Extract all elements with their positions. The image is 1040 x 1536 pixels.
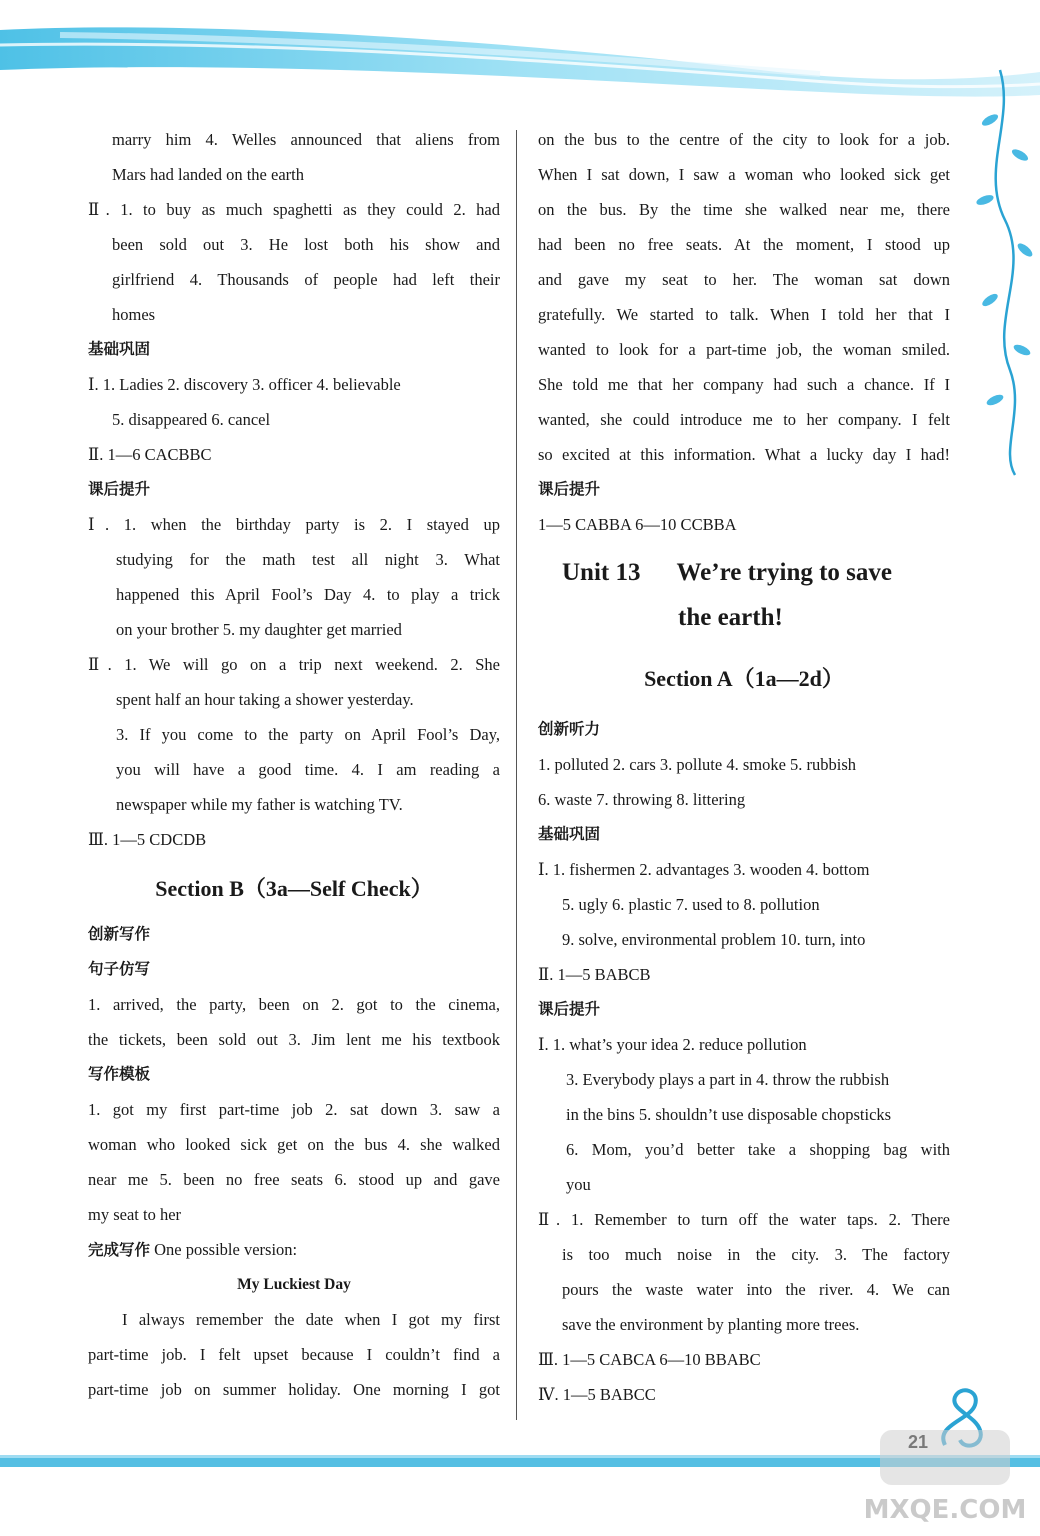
text-line: Ⅳ. 1—5 BABCC (538, 1385, 656, 1404)
text-line: my seat to her (88, 1205, 182, 1224)
text-line: the tickets, been sold out 3. Jim lent me his textbook (88, 1030, 500, 1049)
section-heading: 课后提升 (538, 1000, 601, 1018)
text-line: pours the waste water into the river. 4. We can (562, 1280, 950, 1299)
text-line: on the bus to the centre of the city to look for a job. (538, 130, 950, 149)
text-line: Ⅱ. 1—5 BABCB (538, 965, 651, 984)
column-divider (516, 130, 517, 1420)
header-banner (0, 0, 1040, 110)
text-line: gratefully. We started to talk. When I told her that I (538, 305, 950, 324)
right-column (538, 122, 950, 1412)
text-line: you will have a good time. 4. I am reading a (116, 760, 500, 779)
text-line: woman who looked sick get on the bus 4. she walked (88, 1135, 500, 1154)
text-line: Ⅱ. 1. We will go on a trip next weekend. 2. She (88, 655, 500, 674)
text-line: 1. polluted 2. cars 3. pollute 4. smoke 5. rubbish (538, 755, 857, 774)
text-line: 5. disappeared 6. cancel (112, 410, 271, 429)
text-line: you (566, 1175, 591, 1194)
text-line: so excited at this information. What a lucky day I had! (538, 445, 950, 464)
text-line: Ⅰ. 1. Ladies 2. discovery 3. officer 4. believable (88, 375, 401, 394)
section-heading: 创新听力 (538, 720, 601, 738)
section-heading: 课后提升 (88, 480, 151, 498)
text-line: been sold out 3. He lost both his show and (112, 235, 500, 254)
section-heading: 创新写作 (88, 925, 151, 943)
text-line: Ⅲ. 1—5 CDCDB (88, 830, 207, 849)
text-line: spent half an hour taking a shower yesterday. (116, 690, 414, 709)
text-line: Ⅱ. 1—6 CACBBC (88, 445, 212, 464)
text-line: and gave my seat to her. The woman sat down (538, 270, 950, 289)
section-heading: 完成写作 (88, 1241, 151, 1259)
text-line: I always remember the date when I got my first (122, 1310, 500, 1329)
section-heading: 句子仿写 (88, 960, 151, 978)
text-line: Mars had landed on the earth (112, 165, 304, 184)
left-column (88, 122, 500, 1407)
text-line: 3. If you come to the party on April Fool’s Day, (116, 725, 500, 744)
essay-title: My Luckiest Day (237, 1276, 351, 1293)
text-line: save the environment by planting more trees. (562, 1315, 860, 1334)
section-heading: 基础巩固 (88, 340, 151, 358)
text-line: When I sat down, I saw a woman who looked sick get (538, 165, 950, 184)
unit-title (538, 550, 950, 595)
text-line: Ⅰ. 1. when the birthday party is 2. I stayed up (88, 515, 500, 534)
text-line: 6. waste 7. throwing 8. littering (538, 790, 746, 809)
text-line: She told me that her company had such a chance. If I (538, 375, 950, 394)
text-line: on the bus. By the time she walked near me, there (538, 200, 950, 219)
section-heading: 写作模板 (88, 1065, 151, 1083)
text-line: 1—5 CABBA 6—10 CCBBA (538, 515, 737, 534)
text-line: wanted to look for a part-time job, the woman smiled. (538, 340, 950, 359)
text-line: newspaper while my father is watching TV. (116, 795, 403, 814)
text-line: 9. solve, environmental problem 10. turn, into (562, 930, 866, 949)
unit-number: Unit 13 (562, 559, 641, 586)
text-line: in the bins 5. shouldn’t use disposable chopsticks (566, 1105, 892, 1124)
text-line: 5. ugly 6. plastic 7. used to 8. pollution (562, 895, 820, 914)
writing-note: One possible version: (154, 1240, 298, 1259)
unit-title-line-2: the earth! (678, 604, 783, 631)
section-a-title: Section A（1a—2d） (644, 666, 844, 691)
text-line: Ⅰ. 1. what’s your idea 2. reduce pollution (538, 1035, 807, 1054)
text-line: near me 5. been no free seats 6. stood up and gave (88, 1170, 500, 1189)
text-line: homes (112, 305, 156, 324)
text-line: studying for the math test all night 3. What (116, 550, 500, 569)
text-line: Ⅱ. 1. Remember to turn off the water taps. 2. There (538, 1210, 950, 1229)
watermark-logo (860, 1420, 1030, 1530)
text-line: 1. arrived, the party, been on 2. got to the cinema, (88, 995, 500, 1014)
text-line: 1. got my first part-time job 2. sat down 3. saw a (88, 1100, 500, 1119)
section-heading: 课后提升 (538, 480, 601, 498)
text-line: 3. Everybody plays a part in 4. throw the rubbish (566, 1070, 890, 1089)
text-line: Ⅲ. 1—5 CABCA 6—10 BBABC (538, 1350, 761, 1369)
unit-title-line-1: We’re trying to save (676, 559, 893, 586)
text-line: marry him 4. Welles announced that aliens from (112, 130, 500, 149)
watermark-text: MXQE.COM (863, 1495, 1027, 1525)
writing-heading-line (88, 1232, 500, 1267)
text-line: part-time job on summer holiday. One morning I got (88, 1380, 500, 1399)
text-line: had been no free seats. At the moment, I stood up (538, 235, 950, 254)
text-line: 6. Mom, you’d better take a shopping bag with (566, 1140, 950, 1159)
text-line: part-time job. I felt upset because I couldn’t find a (88, 1345, 500, 1364)
text-line: wanted, she could introduce me to her company. I felt (538, 410, 950, 429)
section-heading: 基础巩固 (538, 825, 601, 843)
section-b-title: Section B（3a—Self Check） (155, 876, 433, 901)
text-line: happened this April Fool’s Day 4. to play a trick (116, 585, 500, 604)
text-line: girlfriend 4. Thousands of people had left their (112, 270, 500, 289)
vine-decoration (960, 60, 1040, 480)
text-line: Ⅰ. 1. fishermen 2. advantages 3. wooden 4. bottom (538, 860, 870, 879)
text-line: on your brother 5. my daughter get married (116, 620, 402, 639)
text-line: Ⅱ. 1. to buy as much spaghetti as they could 2. had (88, 200, 500, 219)
text-line: is too much noise in the city. 3. The factory (562, 1245, 950, 1264)
